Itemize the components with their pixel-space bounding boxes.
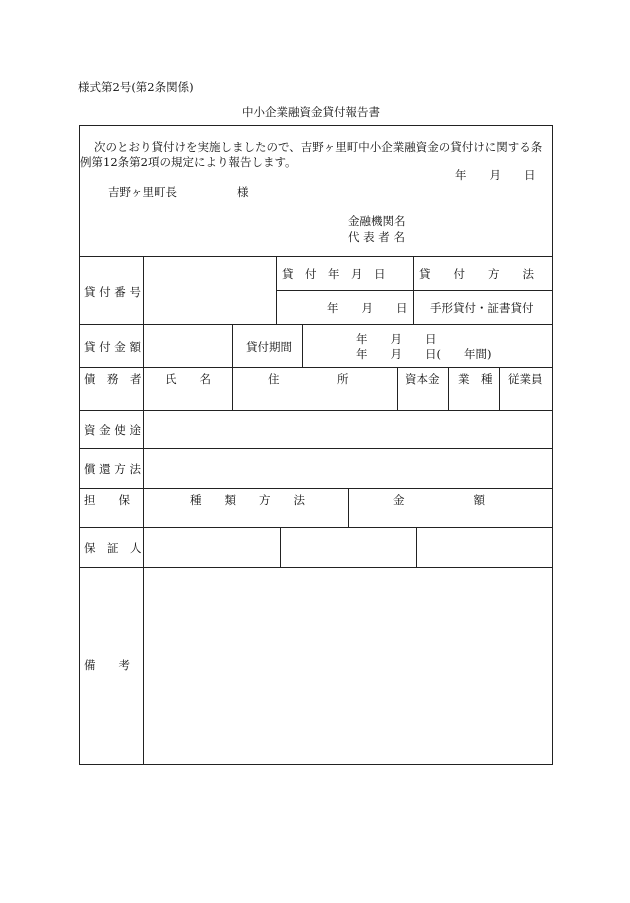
institution-label: 金融機関名 [348,214,406,228]
representative-label: 代 表 者 名 [348,230,405,244]
remarks-label: 備 考 [84,658,130,672]
intro-line-2: 例第12条第2項の規定により報告します。 [80,155,297,169]
intro-line-1: 次のとおり貸付けを実施しましたので、吉野ヶ里町中小企業融資金の貸付けに関する条 [94,140,543,154]
debtor-label: 債 務 者 [84,372,142,386]
loan-method-label: 貸 付 方 法 [419,267,534,281]
guarantor-label: 保 証 人 [84,541,142,555]
capital-header: 資本金 [405,372,440,386]
form-number: 様式第2号(第2条関係) [78,80,194,94]
employees-header: 従業員 [508,372,543,386]
collateral-label: 担 保 [84,493,130,507]
loan-number-label: 貸 付 番 号 [84,285,141,299]
honorific: 様 [237,185,249,199]
loan-amount-label: 貸 付 金 額 [84,340,141,354]
industry-header: 業 種 [458,372,493,386]
report-date: 年 月 日 [455,168,536,182]
repayment-label: 償 還 方 法 [84,462,141,476]
loan-date-label: 貸 付 年 月 日 [282,267,386,281]
document-title: 中小企業融資金貸付報告書 [242,105,380,119]
period-to: 年 月 日( 年間) [356,347,492,361]
address-header: 住 所 [268,372,349,386]
name-header: 氏 名 [165,372,211,386]
addressee: 吉野ヶ里町長 [108,185,177,199]
loan-period-label: 貸付期間 [246,340,292,354]
period-from: 年 月 日 [356,332,437,346]
fund-use-label: 資 金 使 途 [84,423,141,437]
collateral-type-header: 種 類 方 法 [190,493,305,507]
collateral-amount-header: 金 額 [393,493,485,507]
loan-method-value: 手形貸付・証書貸付 [430,301,534,315]
loan-date-value: 年 月 日 [327,301,408,315]
